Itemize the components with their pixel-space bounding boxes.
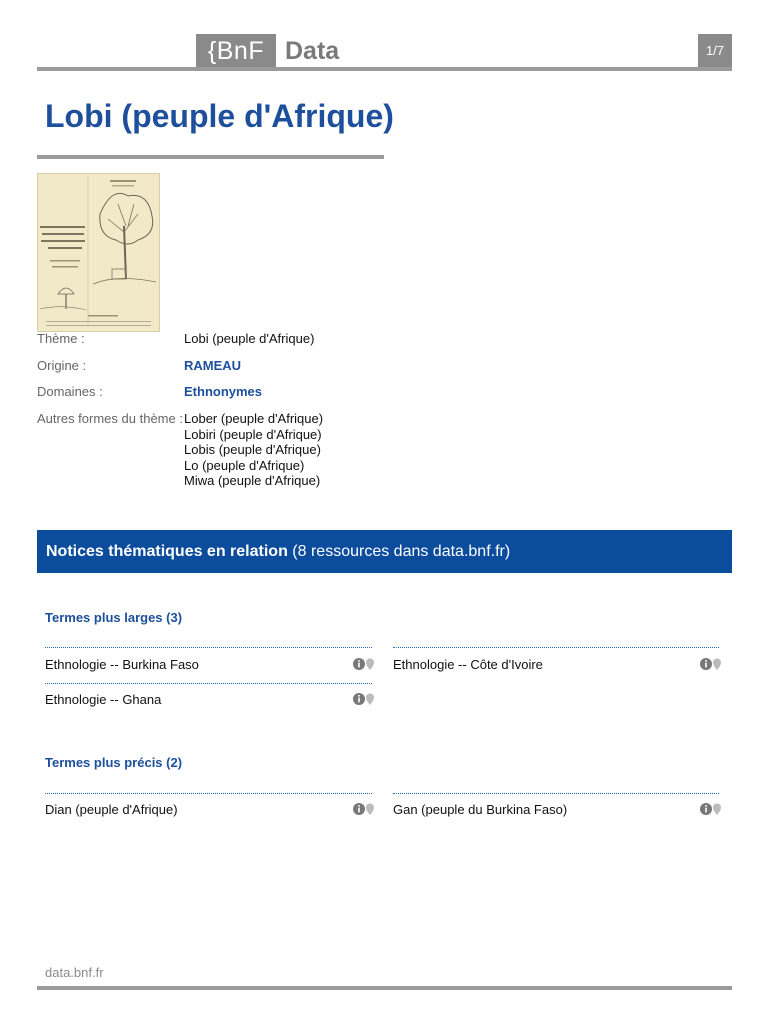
- broader-terms-title: Termes plus larges (3): [45, 610, 183, 625]
- narrower-terms-title: Termes plus précis (2): [45, 755, 183, 770]
- page-title: Lobi (peuple d'Afrique): [45, 98, 394, 134]
- logo-brand: BnF: [216, 37, 265, 65]
- divider: [45, 647, 372, 648]
- map-pin-icon[interactable]: [366, 659, 374, 671]
- broader-term-link[interactable]: Ethnologie -- Burkina Faso: [45, 657, 199, 672]
- brace-icon: {: [207, 37, 217, 65]
- map-pin-icon[interactable]: [366, 804, 374, 816]
- cover-image: [37, 173, 160, 332]
- related-count: (8 ressources dans data.bnf.fr): [292, 543, 511, 560]
- divider: [45, 683, 372, 684]
- info-location-icons[interactable]: [353, 802, 375, 816]
- footer-site-link[interactable]: data.bnf.fr: [45, 965, 104, 980]
- map-pin-icon[interactable]: [713, 804, 721, 816]
- theme-value: Lobi (peuple d'Afrique): [184, 331, 315, 346]
- map-pin-icon[interactable]: [366, 694, 374, 706]
- bnf-logo[interactable]: [196, 34, 276, 68]
- broader-term-link[interactable]: Ethnologie -- Côte d'Ivoire: [393, 657, 543, 672]
- other-forms-label: Autres formes du thème :: [37, 411, 183, 426]
- other-form-item: Lo (peuple d'Afrique): [184, 457, 305, 473]
- divider: [393, 793, 719, 794]
- related-heading: Notices thématiques en relation: [46, 543, 288, 560]
- other-forms-list: [184, 411, 323, 489]
- broader-term-link[interactable]: Ethnologie -- Ghana: [45, 692, 162, 707]
- narrower-term-link[interactable]: Dian (peuple d'Afrique): [45, 802, 178, 817]
- other-form-item: Lobiri (peuple d'Afrique): [184, 426, 322, 442]
- theme-label: Thème :: [37, 331, 85, 346]
- info-location-icons[interactable]: [700, 657, 722, 671]
- title-rule: [37, 155, 384, 159]
- origin-link[interactable]: RAMEAU: [184, 358, 242, 373]
- domains-link[interactable]: Ethnonymes: [184, 384, 263, 399]
- logo-product: Data: [285, 37, 340, 65]
- info-location-icons[interactable]: [353, 692, 375, 706]
- domains-label: Domaines :: [37, 384, 103, 399]
- divider: [393, 647, 719, 648]
- footer-rule: [37, 986, 732, 990]
- related-notices-banner: [37, 530, 732, 573]
- other-form-item: Lober (peuple d'Afrique): [184, 411, 324, 426]
- info-location-icons[interactable]: [353, 657, 375, 671]
- header-rule: [37, 67, 732, 71]
- origin-label: Origine :: [37, 358, 87, 373]
- narrower-term-link[interactable]: Gan (peuple du Burkina Faso): [393, 802, 568, 817]
- map-pin-icon[interactable]: [713, 659, 721, 671]
- other-form-item: Miwa (peuple d'Afrique): [184, 473, 321, 489]
- info-location-icons[interactable]: [700, 802, 722, 816]
- divider: [45, 793, 372, 794]
- cover-illustration: [38, 174, 159, 331]
- page-indicator: 1/7: [698, 34, 732, 68]
- other-form-item: Lobis (peuple d'Afrique): [184, 442, 321, 458]
